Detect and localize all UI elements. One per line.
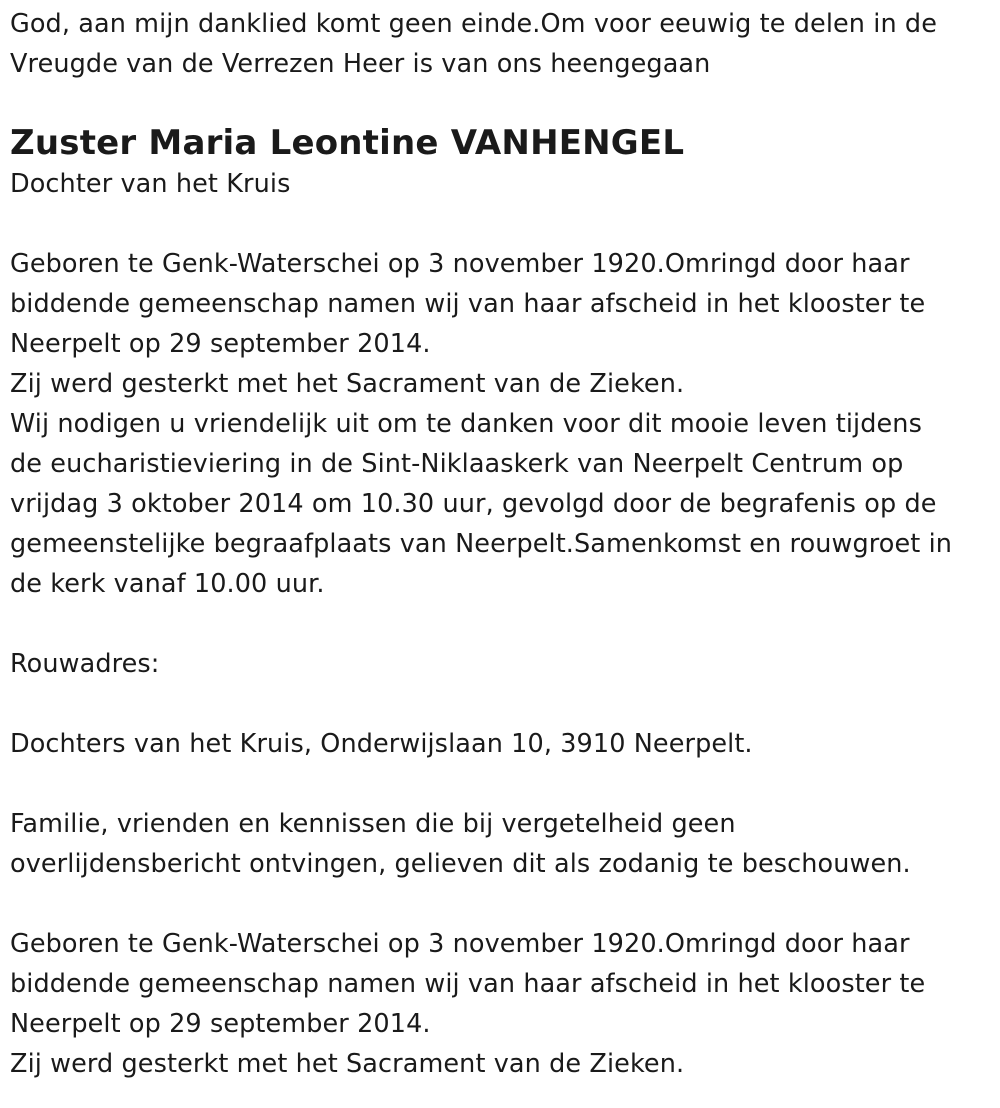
quote-line: God, aan mijn danklied komt geen einde.Om voor eeuwig te delen in de [10,9,938,39]
paragraph-line: overlijdensbericht ontvingen, gelieven dit als zodanig te beschouwen. [10,849,911,879]
paragraph-line: de eucharistieviering in de Sint-Niklaaskerk van Neerpelt Centrum op [10,449,904,479]
paragraph-line: Wij nodigen u vriendelijk uit om te danken voor dit mooie leven tijdens [10,409,922,439]
paragraph-line: Zij werd gesterkt met het Sacrament van de Zieken. [10,1049,685,1079]
address-label: Rouwadres: [10,649,160,679]
spacer [10,884,995,924]
spacer [10,604,995,644]
paragraph-line: biddende gemeenschap namen wij van haar afscheid in het klooster te [10,969,926,999]
paragraph-line: Familie, vrienden en kennissen die bij vergetelheid geen [10,809,736,839]
paragraph-line: biddende gemeenschap namen wij van haar afscheid in het klooster te [10,289,926,319]
spacer [10,684,995,724]
repeated-paragraph [10,924,995,1084]
paragraph-line: de kerk vanaf 10.00 uur. [10,569,325,599]
paragraph-line: gemeenstelijke begraafplaats van Neerpelt.Samenkomst en rouwgroet in [10,529,953,559]
paragraph-line: vrijdag 3 oktober 2014 om 10.30 uur, gevolgd door de begrafenis op de [10,489,937,519]
paragraph-line: Neerpelt op 29 september 2014. [10,1009,431,1039]
obituary-document [10,4,995,1084]
spacer [10,204,995,244]
paragraph-line: Neerpelt op 29 september 2014. [10,329,431,359]
quote-block [10,4,995,84]
deceased-subtitle: Dochter van het Kruis [10,169,291,199]
spacer [10,764,995,804]
paragraph-line: Zij werd gesterkt met het Sacrament van de Zieken. [10,369,685,399]
address-value: Dochters van het Kruis, Onderwijslaan 10, 3910 Neerpelt. [10,729,753,759]
paragraph-line: Geboren te Genk-Waterschei op 3 november 1920.Omringd door haar [10,929,910,959]
announcement-paragraph [10,244,995,604]
deceased-name: Zuster Maria Leontine VANHENGEL [10,123,685,163]
paragraph-line: Geboren te Genk-Waterschei op 3 november 1920.Omringd door haar [10,249,910,279]
quote-line: Vreugde van de Verrezen Heer is van ons heengegaan [10,49,711,79]
notice-paragraph [10,804,995,884]
